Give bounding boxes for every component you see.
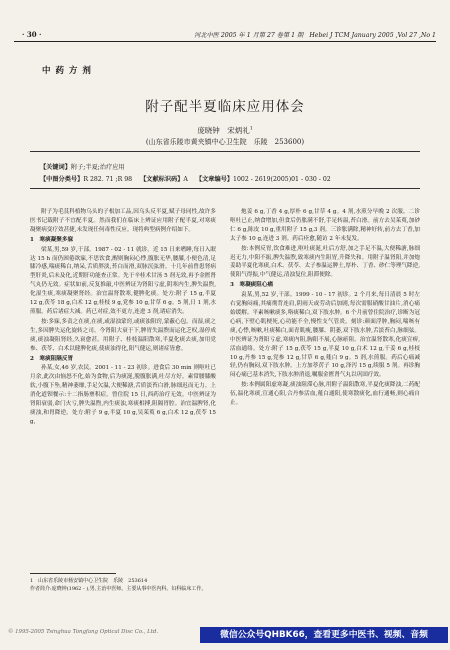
left-column [30,208,216,566]
header-rule [14,41,436,42]
article-authors [0,125,450,136]
footnote-affiliation: 1 山东省乐陵市杨安镇中心卫生院 乐陵 253614 [30,578,148,584]
wechat-banner[interactable]: 微信公众号QHBK66，查看更多中医书、视频、音频 [200,627,448,643]
body-paragraph: 袁某,男,52 岁,干部。1999 - 10 - 17 初诊。2 个月来,每日清晨 5 时左右觉胸闷痛,其痛彻背连肩,阴雨天或劳动后加剧,每次需服硝酸甘油片,消心痛始缓解。平素咳嗽痰多,咯痰稀白,双下肢水肿。6 个月前曾住院治疗,诊断为冠心病,下壁心肌梗死,心功能不全,慢性支气管炎。刻诊:颜面浮肿,胸闷,喘咳有痰,心悸,咳嗽,吐痰稀白,面青肌瘦,腰膝、阴萎,双下肢水肿,舌淡苔白,脉细弦。中医辨证为肾阳亏虚,寒痰内阻,胸阳不展,心脉瘀阻。治宜温肾散寒,化痰宣痹,活血通络。处方:附子 15 g,茯苓 15 g,半夏 10 g,白术 12 g,干姜 6 g,桂枝 10 g,丹参 15 g,党参 12 g,甘草 6 g,薤白 9 g。5 剂,水煎服。药后心痛减轻,仍有胸闷,双下肢水肿。上方加葶苈子 10 g,泽泻 15 g,续服 5 剂。再诊胸闷心痛已基本消失,下肢水肿消退,嘱服金匮肾气丸以巩固疗效。 [230,292,420,379]
copyright-notice [8,629,158,635]
keywords-text: 附子;半夏;治疗应用 [70,164,125,171]
author-footnote-mark: 1 [249,126,253,132]
article-title: 附子配半夏临床应用体会 [145,99,305,115]
body-paragraph: 附子为毛茛科植物乌头的子根加工品,因乌头反半夏,赋子母同性,故许多医书记载附子不宜配半夏。然而我们在临床上辨证应用附子配半夏,对寒痰凝聚病变疗效甚捷,未发现任何毒性反应。现将典型病例介绍如下。 [30,209,216,233]
keywords-block [30,151,420,189]
body-paragraph: 按:本例属阳虚寒凝,痰浊阻滞心脉,用附子温阳散寒,半夏化痰降浊,二药配伍,温化寒痰,宣通心阳,合丹参活血,薤白通阳,使寒散痰化,血行通畅,则心痛自止。 [230,382,420,407]
doc-code-value: A [183,176,188,183]
journal-running-header: 河北中医 2005 年 1 月第 27 卷第 1 期 Hebei J TCM January 2005 ,Vol 27 ,No 1 [194,32,436,39]
section-heading: 3 寒凝痰阻心痛 [230,282,274,289]
page-number: · 30 · [22,30,42,39]
keywords-label: 【关键词】 [40,164,71,171]
body-paragraph: 按:多寐,多责之在痰,在痰,或湿浊蒙窍,或痰浊阻窍,蒙蔽心包。而湿,痰之生,多因脾失运化旋转之司。今肾阳大衰于下,脾胃失温煦而运化乏权,湿停成痰,痰浊凝阻肾经,久衰愈甚。用附子、桂枝温阳散寒,半夏化痰去痰,加用党参、茯苓、白术以健脾化痰,使痰浊得化,阳气健运,则诸症皆愈。 [30,318,216,352]
body-paragraph: 按:本例反胃,饮食难进,呕吐痰涎,吐后方舒,加之手足不温,大便稀溏,脉细迟无力,中阳不振,脾失温煦,致寒痰内生阻胃,升降失和。用附子温肾阳,并加炮姜助半夏化寒痰,白术、茯苓、太子参温运脾土,厚朴、丁香、砂仁等理气降逆,使阳气得振,中气健运,清浊复位,阻滞便除。 [230,245,420,279]
article-id-label: 【文章编号】 [195,176,234,183]
keywords-line [40,162,125,171]
body-paragraph: 孙某,女,46 岁,农民。2001 - 11 - 23 初诊。进食后 30 min 则呕吐已月余,此次由恼怒不化,始为食物,后为痰涎,脱腹胀满,吐尽方好。素常腰膝酸软,小腹下坠,精神萎靡,手足欠温,大便稀溏,舌质淡苔白滑,脉细迟而无力。上消化道钡餐示:十二指肠壅积症。曾住院 15 日,西药治疗无效。中医辨证为肾阳衰弱,命门火亏,脾失温煦,内生痰浊,寒痰相搏,阻隔胃腔。治宜温脾肾,化痰浊,和胃降逆。处方:附子 9 g,半夏 10 g,吴茱萸 6 g,白术 12 g,茯苓 15 g, [30,365,216,425]
clc-value: R 282. 71 ;R 98 [83,176,133,183]
copyright-text: 1995-2005 Tsinghua Tongfang Optical Disc Co., Ltd. [13,629,159,635]
section-heading: 1 寒痰凝聚多寐 [30,236,74,243]
clc-label: 【中图分类号】 [40,176,84,183]
classification-line [40,174,331,183]
footnote-rule [30,573,116,574]
doc-code-label: 【文献标识码】 [140,176,184,183]
right-column [230,208,420,608]
article-affiliation: (山东省乐陵市黄夹镇中心卫生院 乐陵 253600) [145,138,305,146]
copyright-symbol: © [8,629,14,635]
article-id-value: 1002 - 2619(2005)01 - 030 - 02 [233,176,331,183]
section-heading: 2 寒痰阻隔反胃 [30,355,74,362]
body-paragraph: 炮姜 6 g,丁香 4 g,厚朴 6 g,甘草 4 g。4 剂,水煎分早晚 2 次服。二诊呕吐已止,纳食增加,但食后仍胀满不舒,手足转温,苔白滑。前方去吴茱萸,加砂仁 6 g,陈皮 10 g,重用附子 15 g,3 剂。三诊胀满除,精神好转,前方去丁香,加太子参 10 g,连进 3 剂。药后痊愈,随访 2 年未复发。 [230,209,420,242]
body-paragraph: 梁某,男,59 岁,干部。1987 - 02 - 11 就诊。近 15 日来嗜睡,每日入眠达 15 h 而仍困倦欲寐,不思饮食,醒则胸闷心悸,腹胀无华,腰膝,小便色清,足膝冷感,喘痰稀白,纳呆,舌质胖淡,苔白而滑,双脉沉弦滑。十几年前曾患肾病型肝炎,后未及化,近期肝功能查正常。先于辛桂术甘汤 5 剂无效,再予金匮肾气丸仍无效。症状如前,反复推敲,中医辨证为肾阳亏虚,阴寒内生,脾失温煦,化湿生痰,寒痰凝聚肾经。治宜温肾散寒,健脾化痰。处方:附子 15 g,半夏 12 g,茯苓 18 g,白术 12 g,桂枝 9 g,党参 10 g,甘草 6 g。5 剂,日 1 剂,水煎服。药后诸症大减。药已对症,效不更方,连进 3 剂,诸症消失。 [30,246,216,315]
footnote [30,577,216,593]
section-label: 中 药 方 剂 [42,66,92,76]
footnote-author-bio: 作者简介:庞晓钟(1962 - ),男,主治中医师。主要从事中医内科、妇科临床工作。 [30,586,207,592]
author-names: 庞晓钟 宋炳礼 [197,126,250,135]
